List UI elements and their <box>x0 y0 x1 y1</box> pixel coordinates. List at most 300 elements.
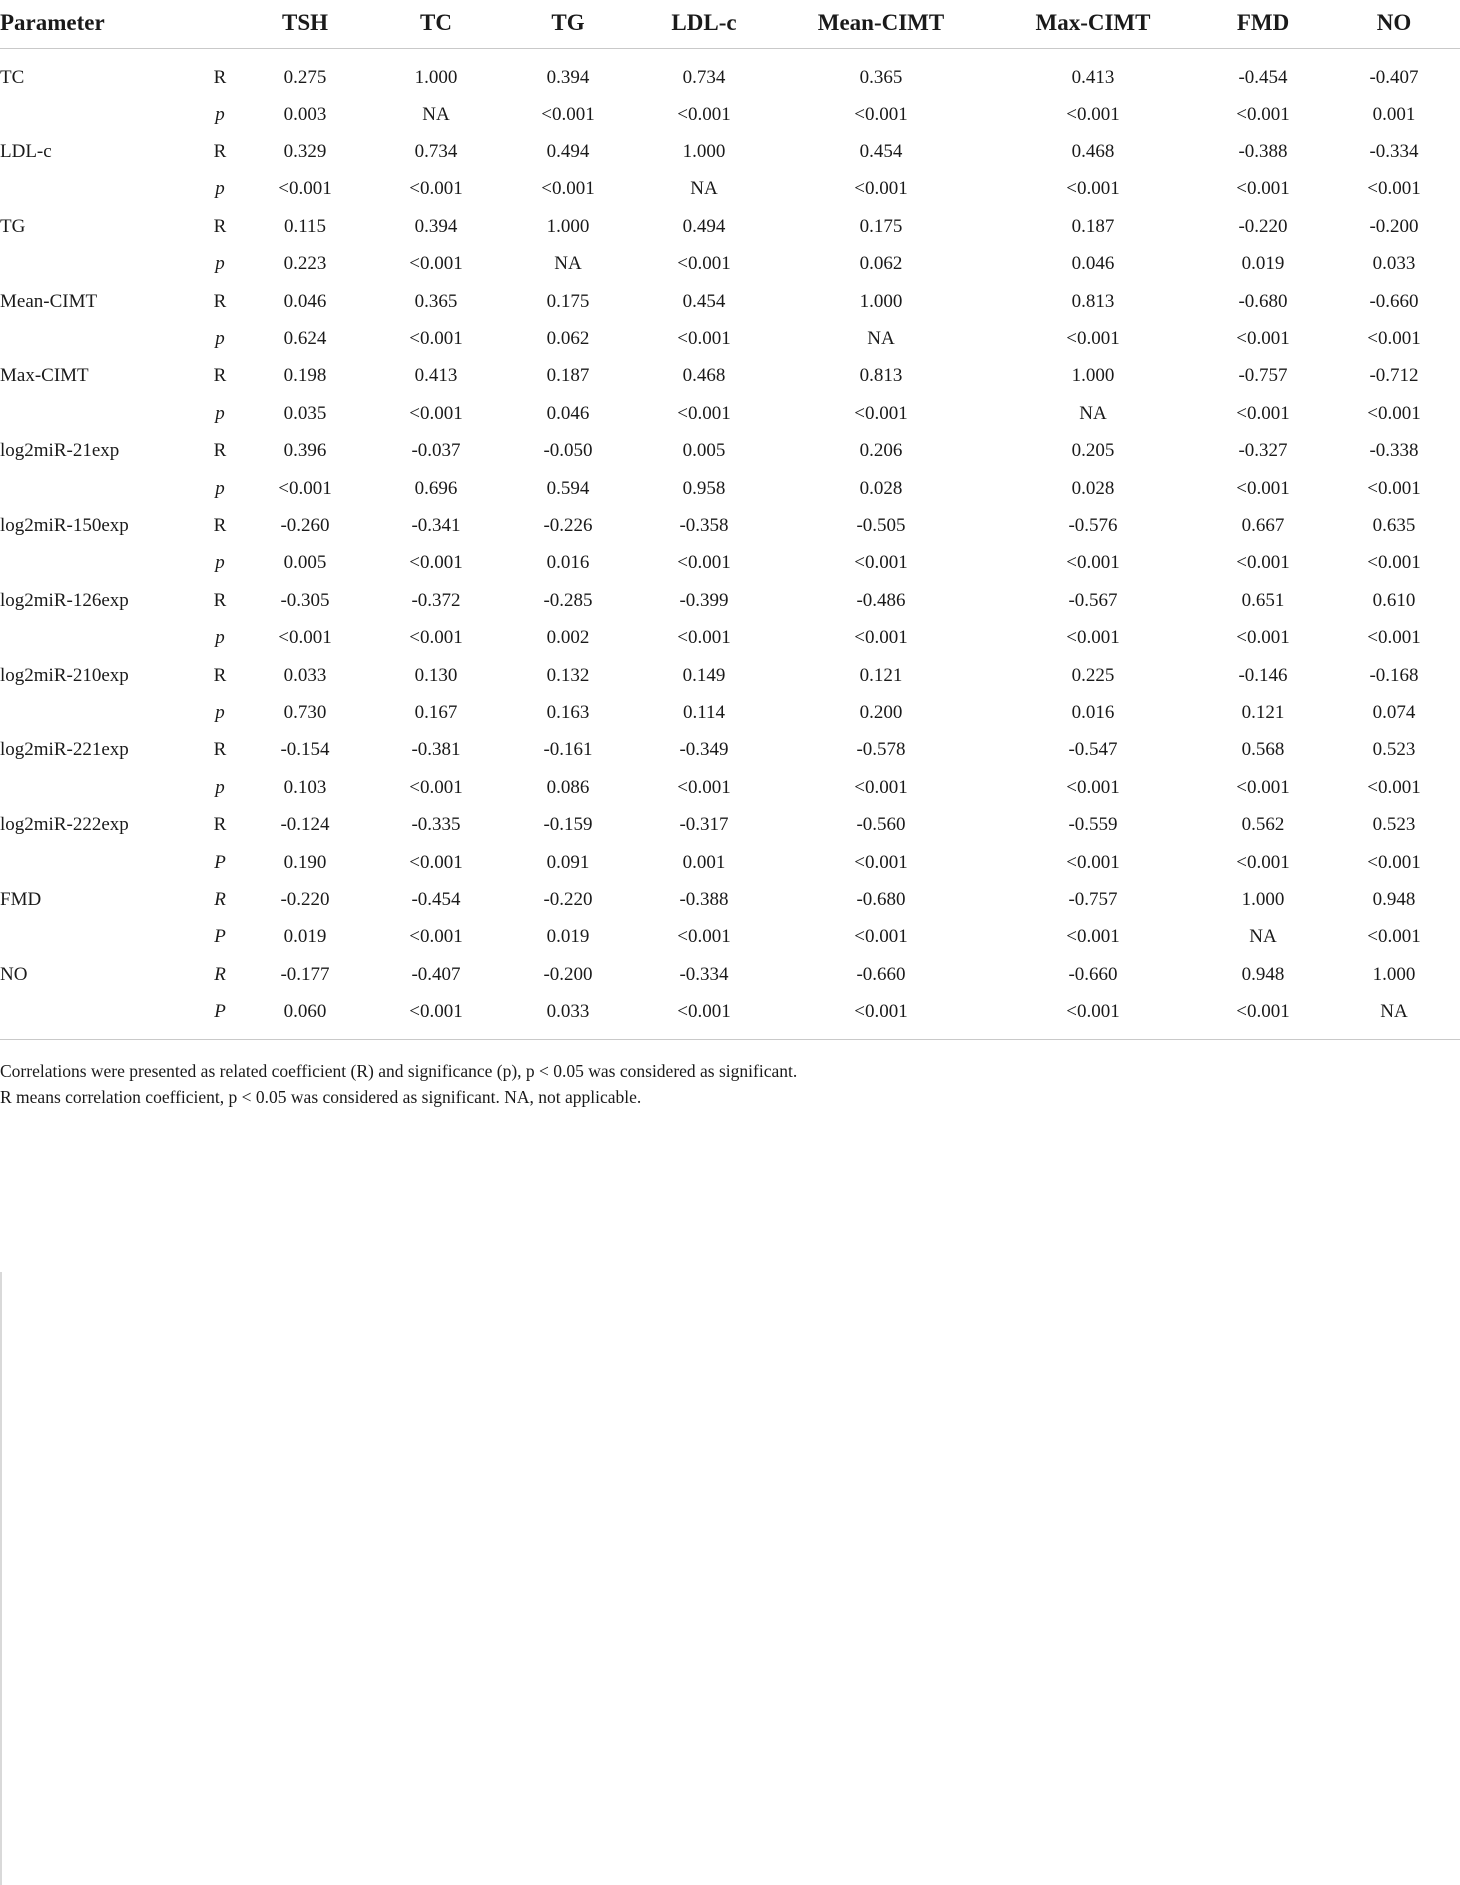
table-row <box>0 545 1460 582</box>
cell-tc: <0.001 <box>370 993 502 1040</box>
cell-no: <0.001 <box>1367 552 1421 574</box>
cell-fmd: 0.651 <box>1241 589 1285 611</box>
row-parameter <box>0 619 200 656</box>
cell-fmd: -0.680 <box>1238 290 1288 312</box>
cell-tsh: 0.019 <box>283 926 327 948</box>
cell-ldl-c: <0.001 <box>677 253 731 275</box>
row-parameter <box>0 470 200 507</box>
cell-fmd: 1.000 <box>1241 888 1285 910</box>
cell-mean-cimt: <0.001 <box>854 926 908 948</box>
cell-tc: -0.341 <box>411 514 461 536</box>
cell-mean-cimt: <0.001 <box>854 552 908 574</box>
cell-max-cimt: 0.468 <box>1071 141 1115 163</box>
cell-ldl-c: 0.149 <box>682 664 726 686</box>
cell-no: 0.523 <box>1372 739 1416 761</box>
cell-mean-cimt: -0.505 <box>856 514 906 536</box>
cell-no: 0.001 <box>1372 103 1416 125</box>
table-row <box>0 470 1460 507</box>
cell-tg: 0.019 <box>546 926 590 948</box>
row-statistic: R <box>213 141 227 163</box>
table-row <box>0 956 1460 993</box>
cell-max-cimt: <0.001 <box>1066 178 1120 200</box>
row-parameter: LDL-c <box>0 141 52 163</box>
cell-fmd: 0.019 <box>1241 253 1285 275</box>
cell-ldl-c: -0.349 <box>679 739 729 761</box>
row-parameter <box>0 320 200 357</box>
cell-no: <0.001 <box>1367 926 1421 948</box>
row-statistic: R <box>213 290 227 312</box>
table-row <box>0 208 1460 245</box>
cell-no: -0.168 <box>1369 664 1419 686</box>
cell-tg: 0.132 <box>546 664 590 686</box>
row-parameter: log2miR-210exp <box>0 664 129 686</box>
cell-max-cimt: -0.559 <box>1068 814 1118 836</box>
cell-tsh: 0.624 <box>283 328 327 350</box>
cell-fmd: 0.667 <box>1241 514 1285 536</box>
cell-mean-cimt: <0.001 <box>854 178 908 200</box>
cell-tsh: -0.220 <box>280 888 330 910</box>
row-parameter: Max-CIMT <box>0 365 89 387</box>
cell-tc: <0.001 <box>409 926 463 948</box>
cell-max-cimt: 0.205 <box>1071 440 1115 462</box>
header-tc: TC <box>370 0 502 49</box>
cell-max-cimt: <0.001 <box>1066 328 1120 350</box>
cell-no: 1.000 <box>1372 963 1416 985</box>
cell-ldl-c: <0.001 <box>677 402 731 424</box>
cell-max-cimt: <0.001 <box>1066 851 1120 873</box>
cell-tg: 0.494 <box>546 141 590 163</box>
cell-tg: -0.050 <box>543 440 593 462</box>
cell-tc: -0.335 <box>411 814 461 836</box>
row-parameter: Mean-CIMT <box>0 290 98 312</box>
cell-max-cimt: -0.660 <box>1068 963 1118 985</box>
row-statistic: p <box>215 627 225 649</box>
cell-tsh: 0.046 <box>283 290 327 312</box>
cell-ldl-c: 0.114 <box>682 701 726 723</box>
cell-tc: <0.001 <box>409 627 463 649</box>
header-tsh: TSH <box>240 0 370 49</box>
cell-tsh: <0.001 <box>278 627 332 649</box>
cell-max-cimt: 0.028 <box>1071 477 1115 499</box>
cell-mean-cimt: 0.175 <box>859 215 903 237</box>
cell-no: -0.338 <box>1369 440 1419 462</box>
header-max-cimt: Max-CIMT <box>988 0 1198 49</box>
row-statistic: p <box>215 776 225 798</box>
cell-mean-cimt: NA <box>867 328 895 350</box>
row-statistic: R <box>213 365 227 387</box>
cell-max-cimt: 0.046 <box>1071 253 1115 275</box>
cell-fmd: <0.001 <box>1236 328 1290 350</box>
row-statistic: P <box>214 851 226 873</box>
cell-tg: 0.594 <box>546 477 590 499</box>
cell-tc: <0.001 <box>409 776 463 798</box>
cell-tg: 0.033 <box>502 993 634 1040</box>
row-parameter <box>0 694 200 731</box>
table-row <box>0 507 1460 544</box>
cell-tsh: -0.154 <box>280 739 330 761</box>
cell-tsh: 0.060 <box>240 993 370 1040</box>
cell-mean-cimt: 0.062 <box>859 253 903 275</box>
cell-tc: 0.696 <box>414 477 458 499</box>
table-header <box>0 0 1460 49</box>
cell-tsh: -0.177 <box>280 963 330 985</box>
cell-tc: <0.001 <box>409 178 463 200</box>
cell-ldl-c: 0.734 <box>682 66 726 88</box>
cell-ldl-c: <0.001 <box>677 103 731 125</box>
row-statistic: p <box>215 253 225 275</box>
cell-no: 0.635 <box>1372 514 1416 536</box>
table-row <box>0 919 1460 956</box>
cell-ldl-c: NA <box>690 178 718 200</box>
cell-tsh: 0.005 <box>283 552 327 574</box>
cell-fmd: <0.001 <box>1236 776 1290 798</box>
cell-mean-cimt: 0.365 <box>859 66 903 88</box>
table-row <box>0 806 1460 843</box>
cell-max-cimt: 0.225 <box>1071 664 1115 686</box>
row-statistic: p <box>215 328 225 350</box>
row-parameter <box>0 769 200 806</box>
table-row <box>0 133 1460 170</box>
cell-tg: 0.394 <box>546 66 590 88</box>
row-statistic: R <box>213 66 227 88</box>
cell-mean-cimt: 0.206 <box>859 440 903 462</box>
cell-ldl-c: 0.494 <box>682 215 726 237</box>
row-parameter: NO <box>0 963 28 985</box>
cell-ldl-c: <0.001 <box>677 328 731 350</box>
cell-ldl-c: -0.317 <box>679 814 729 836</box>
cell-max-cimt: 0.187 <box>1071 215 1115 237</box>
cell-fmd: <0.001 <box>1198 993 1328 1040</box>
cell-tc: <0.001 <box>409 851 463 873</box>
cell-tsh: 0.275 <box>283 66 327 88</box>
row-parameter <box>0 395 200 432</box>
cell-ldl-c: 1.000 <box>682 141 726 163</box>
cell-tg: 0.046 <box>546 402 590 424</box>
row-parameter: log2miR-126exp <box>0 589 129 611</box>
cell-fmd: <0.001 <box>1236 402 1290 424</box>
cell-tg: <0.001 <box>541 178 595 200</box>
cell-fmd: NA <box>1249 926 1277 948</box>
cell-tsh: 0.730 <box>283 701 327 723</box>
header-parameter: Parameter <box>0 0 200 49</box>
cell-tsh: 0.035 <box>283 402 327 424</box>
cell-ldl-c: -0.334 <box>679 963 729 985</box>
cell-fmd: <0.001 <box>1236 552 1290 574</box>
cell-tg: <0.001 <box>541 103 595 125</box>
cell-mean-cimt: -0.560 <box>856 814 906 836</box>
cell-no: <0.001 <box>1367 776 1421 798</box>
cell-max-cimt: <0.001 <box>1066 552 1120 574</box>
cell-tsh: -0.260 <box>280 514 330 536</box>
cell-mean-cimt: -0.680 <box>856 888 906 910</box>
row-statistic: p <box>215 402 225 424</box>
cell-tc: <0.001 <box>409 253 463 275</box>
cell-ldl-c: -0.388 <box>679 888 729 910</box>
cell-max-cimt: <0.001 <box>1066 103 1120 125</box>
cell-max-cimt: -0.757 <box>1068 888 1118 910</box>
table-row <box>0 844 1460 881</box>
row-parameter: FMD <box>0 888 42 910</box>
cell-tc: 0.734 <box>414 141 458 163</box>
cell-fmd: -0.146 <box>1238 664 1288 686</box>
cell-tc: 0.167 <box>414 701 458 723</box>
cell-fmd: <0.001 <box>1236 178 1290 200</box>
cell-tc: 0.413 <box>414 365 458 387</box>
cell-tc: -0.372 <box>411 589 461 611</box>
row-parameter: log2miR-221exp <box>0 739 129 761</box>
cell-max-cimt: <0.001 <box>1066 776 1120 798</box>
cell-fmd: -0.327 <box>1238 440 1288 462</box>
cell-no: NA <box>1328 993 1460 1040</box>
cell-ldl-c: 0.001 <box>682 851 726 873</box>
table-row <box>0 171 1460 208</box>
cell-tc: -0.407 <box>411 963 461 985</box>
cell-tc: 0.365 <box>414 290 458 312</box>
cell-no: <0.001 <box>1367 178 1421 200</box>
table-row <box>0 358 1460 395</box>
table-row <box>0 881 1460 918</box>
cell-ldl-c: <0.001 <box>677 627 731 649</box>
header-stat <box>200 0 240 49</box>
row-statistic: p <box>215 103 225 125</box>
row-parameter: TG <box>0 215 26 237</box>
row-statistic: R <box>213 739 227 761</box>
row-parameter <box>0 919 200 956</box>
cell-mean-cimt: 1.000 <box>859 290 903 312</box>
table-row <box>0 246 1460 283</box>
row-parameter: log2miR-222exp <box>0 814 129 836</box>
row-statistic: R <box>214 888 226 910</box>
row-parameter <box>0 844 200 881</box>
cell-max-cimt: -0.567 <box>1068 589 1118 611</box>
cell-ldl-c: 0.454 <box>682 290 726 312</box>
cell-fmd: 0.568 <box>1241 739 1285 761</box>
cell-tc: <0.001 <box>409 328 463 350</box>
table-row <box>0 657 1460 694</box>
cell-tc: <0.001 <box>409 402 463 424</box>
cell-mean-cimt: -0.486 <box>856 589 906 611</box>
cell-ldl-c: -0.358 <box>679 514 729 536</box>
cell-no: -0.660 <box>1369 290 1419 312</box>
row-parameter <box>0 545 200 582</box>
table-row <box>0 769 1460 806</box>
cell-ldl-c: <0.001 <box>634 993 774 1040</box>
row-parameter <box>0 171 200 208</box>
footnote-1: Correlations were presented as related coefficient (R) and significance (p), p < 0.05 was considered as significant. <box>0 1061 798 1081</box>
row-statistic: p <box>215 552 225 574</box>
cell-max-cimt: 1.000 <box>1071 365 1115 387</box>
cell-no: 0.948 <box>1372 888 1416 910</box>
cell-tsh: 0.033 <box>283 664 327 686</box>
cell-tsh: 0.223 <box>283 253 327 275</box>
header-mean-cimt: Mean-CIMT <box>774 0 988 49</box>
cell-ldl-c: <0.001 <box>677 776 731 798</box>
cell-tc: 1.000 <box>414 66 458 88</box>
cell-fmd: <0.001 <box>1236 627 1290 649</box>
cell-no: -0.407 <box>1369 66 1419 88</box>
cell-max-cimt: -0.547 <box>1068 739 1118 761</box>
row-statistic: p <box>215 701 225 723</box>
cell-no: 0.033 <box>1372 253 1416 275</box>
cell-tc: -0.381 <box>411 739 461 761</box>
cell-no: <0.001 <box>1367 402 1421 424</box>
cell-mean-cimt: 0.028 <box>859 477 903 499</box>
table-row <box>0 582 1460 619</box>
cell-tg: 1.000 <box>546 215 590 237</box>
cell-ldl-c: -0.399 <box>679 589 729 611</box>
cell-tg: -0.285 <box>543 589 593 611</box>
cell-max-cimt: -0.576 <box>1068 514 1118 536</box>
cell-tg: 0.062 <box>546 328 590 350</box>
row-parameter <box>0 96 200 133</box>
cell-ldl-c: 0.958 <box>682 477 726 499</box>
cell-max-cimt: <0.001 <box>988 993 1198 1040</box>
cell-fmd: <0.001 <box>1236 851 1290 873</box>
header-ldl-c: LDL-c <box>634 0 774 49</box>
cell-tsh: <0.001 <box>278 178 332 200</box>
row-statistic: P <box>214 926 226 948</box>
cell-fmd: -0.757 <box>1238 365 1288 387</box>
cell-fmd: -0.220 <box>1238 215 1288 237</box>
cell-tsh: <0.001 <box>278 477 332 499</box>
cell-mean-cimt: <0.001 <box>854 627 908 649</box>
table-row <box>0 395 1460 432</box>
cell-mean-cimt: <0.001 <box>854 402 908 424</box>
cell-max-cimt: 0.016 <box>1071 701 1115 723</box>
cell-mean-cimt: -0.578 <box>856 739 906 761</box>
cell-ldl-c: <0.001 <box>677 552 731 574</box>
cell-max-cimt: <0.001 <box>1066 926 1120 948</box>
table-row <box>0 320 1460 357</box>
cell-no: <0.001 <box>1367 477 1421 499</box>
row-parameter <box>0 993 200 1040</box>
cell-fmd: 0.948 <box>1241 963 1285 985</box>
footnote-2: R means correlation coefficient, p < 0.05 was considered as significant. NA, not applicable. <box>0 1087 642 1107</box>
header-row <box>0 0 1460 49</box>
cell-tsh: 0.198 <box>283 365 327 387</box>
cell-mean-cimt: <0.001 <box>774 993 988 1040</box>
cell-no: 0.523 <box>1372 814 1416 836</box>
cell-ldl-c: <0.001 <box>677 926 731 948</box>
cell-mean-cimt: 0.121 <box>859 664 903 686</box>
cell-fmd: 0.121 <box>1241 701 1285 723</box>
cell-mean-cimt: <0.001 <box>854 851 908 873</box>
cell-no: 0.074 <box>1372 701 1416 723</box>
cell-tg: -0.161 <box>543 739 593 761</box>
row-statistic: P <box>200 993 240 1040</box>
cell-tsh: 0.003 <box>283 103 327 125</box>
cell-fmd: -0.454 <box>1238 66 1288 88</box>
cell-no: 0.610 <box>1372 589 1416 611</box>
cell-tg: 0.016 <box>546 552 590 574</box>
cell-mean-cimt: <0.001 <box>854 103 908 125</box>
cell-fmd: -0.388 <box>1238 141 1288 163</box>
table-row <box>0 732 1460 769</box>
row-statistic: R <box>213 664 227 686</box>
cell-ldl-c: 0.005 <box>682 440 726 462</box>
cell-tc: -0.454 <box>411 888 461 910</box>
cell-no: <0.001 <box>1367 328 1421 350</box>
row-parameter <box>0 246 200 283</box>
cell-tc: -0.037 <box>411 440 461 462</box>
table-row <box>0 694 1460 731</box>
cell-no: -0.712 <box>1369 365 1419 387</box>
cell-tg: -0.226 <box>543 514 593 536</box>
cell-tg: 0.086 <box>546 776 590 798</box>
row-parameter: log2miR-21exp <box>0 440 120 462</box>
header-fmd: FMD <box>1198 0 1328 49</box>
row-statistic: R <box>213 814 227 836</box>
cell-no: -0.334 <box>1369 141 1419 163</box>
cell-tc: NA <box>422 103 450 125</box>
cell-tg: -0.220 <box>543 888 593 910</box>
cell-tc: 0.130 <box>414 664 458 686</box>
table-row <box>0 96 1460 133</box>
cell-max-cimt: 0.813 <box>1071 290 1115 312</box>
cell-fmd: <0.001 <box>1236 103 1290 125</box>
table-body <box>0 49 1460 1040</box>
row-statistic: R <box>213 215 227 237</box>
cell-no: <0.001 <box>1367 851 1421 873</box>
table-row <box>0 619 1460 656</box>
cell-ldl-c: 0.468 <box>682 365 726 387</box>
page-edge-rule <box>0 1272 2 1885</box>
table-row <box>0 283 1460 320</box>
cell-mean-cimt: 0.813 <box>859 365 903 387</box>
cell-fmd: 0.562 <box>1241 814 1285 836</box>
row-parameter: TC <box>0 66 25 88</box>
row-statistic: R <box>213 589 227 611</box>
cell-mean-cimt: 0.200 <box>859 701 903 723</box>
row-parameter: log2miR-150exp <box>0 514 129 536</box>
cell-fmd: <0.001 <box>1236 477 1290 499</box>
cell-max-cimt: 0.413 <box>1071 66 1115 88</box>
cell-tsh: -0.124 <box>280 814 330 836</box>
cell-max-cimt: NA <box>1079 402 1107 424</box>
cell-tg: NA <box>554 253 582 275</box>
table-row <box>0 49 1460 97</box>
cell-tsh: 0.190 <box>283 851 327 873</box>
header-tg: TG <box>502 0 634 49</box>
cell-tg: 0.091 <box>546 851 590 873</box>
cell-tc: <0.001 <box>409 552 463 574</box>
cell-no: <0.001 <box>1367 627 1421 649</box>
cell-tg: -0.159 <box>543 814 593 836</box>
row-statistic: R <box>214 963 226 985</box>
row-statistic: p <box>215 477 225 499</box>
table-row <box>0 433 1460 470</box>
cell-tc: 0.394 <box>414 215 458 237</box>
cell-mean-cimt: -0.660 <box>856 963 906 985</box>
table-row <box>0 993 1460 1040</box>
cell-tsh: -0.305 <box>280 589 330 611</box>
cell-tsh: 0.115 <box>283 215 327 237</box>
cell-tsh: 0.329 <box>283 141 327 163</box>
cell-tg: 0.175 <box>546 290 590 312</box>
cell-tg: 0.163 <box>546 701 590 723</box>
row-statistic: R <box>213 440 227 462</box>
cell-tsh: 0.396 <box>283 440 327 462</box>
table-footnotes <box>0 1058 1460 1110</box>
cell-mean-cimt: <0.001 <box>854 776 908 798</box>
row-statistic: p <box>215 178 225 200</box>
cell-no: -0.200 <box>1369 215 1419 237</box>
cell-tg: 0.002 <box>546 627 590 649</box>
cell-tg: -0.200 <box>543 963 593 985</box>
cell-tg: 0.187 <box>546 365 590 387</box>
header-no: NO <box>1328 0 1460 49</box>
row-statistic: R <box>213 514 227 536</box>
